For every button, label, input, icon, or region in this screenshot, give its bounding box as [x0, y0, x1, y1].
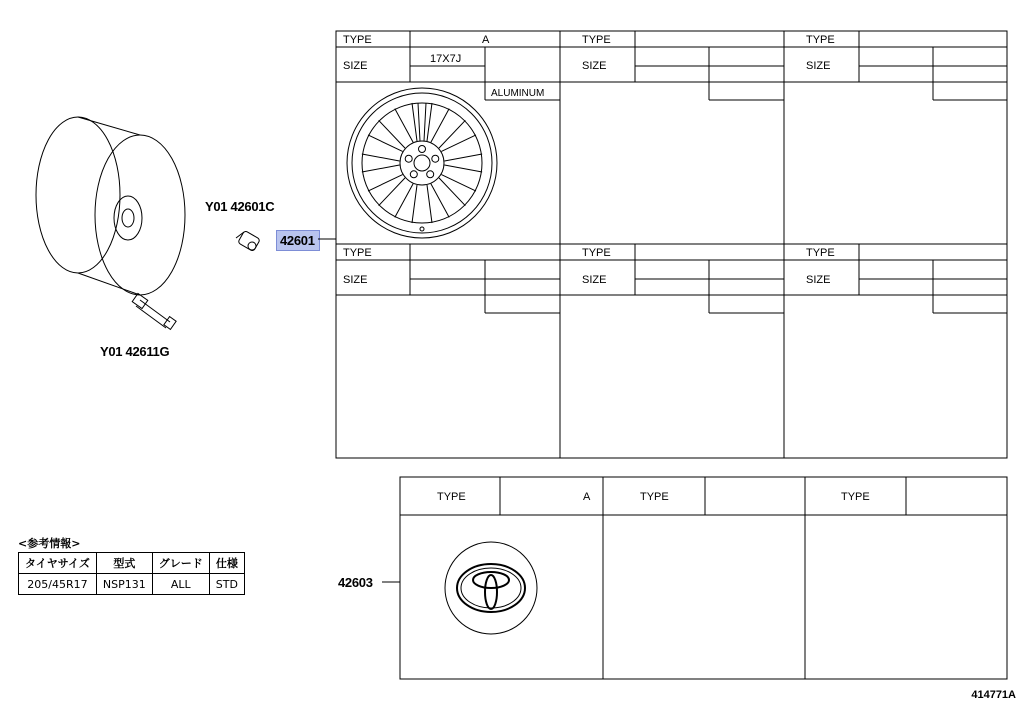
ornament-type-label-1: TYPE — [437, 491, 466, 503]
valve-stem-icon — [132, 293, 176, 329]
reference-header-tire-size: タイヤサイズ — [19, 553, 97, 574]
wheel-size-a: 17X7J — [430, 53, 462, 65]
ornament-table-frame — [400, 477, 1007, 679]
wheel-type-label-3: TYPE — [806, 34, 835, 46]
tire-icon — [36, 117, 185, 295]
toyota-center-cap-icon — [445, 542, 537, 634]
wheel-size-label-1: SIZE — [343, 60, 368, 72]
wheel-size-label-4: SIZE — [343, 274, 368, 286]
wheel-type-label-4: TYPE — [343, 247, 372, 259]
ornament-type-a: A — [583, 491, 591, 503]
reference-value-model: NSP131 — [96, 574, 152, 595]
lug-nut-icon — [236, 230, 260, 251]
wheel-material-a: ALUMINUM — [491, 88, 545, 99]
reference-value-tire-size: 205/45R17 — [19, 574, 97, 595]
reference-value-grade: ALL — [152, 574, 209, 595]
reference-value-spec: STD — [209, 574, 244, 595]
wheel-size-label-2: SIZE — [582, 60, 607, 72]
reference-table — [18, 552, 245, 595]
diagram-id: 414771A — [971, 689, 1016, 701]
ornament-type-label-2: TYPE — [640, 491, 669, 503]
wheel-type-label-5: TYPE — [582, 247, 611, 259]
part-number-valve[interactable]: Y01 42611G — [100, 344, 170, 359]
part-number-nut[interactable]: Y01 42601C — [205, 199, 275, 214]
reference-title: <参考情報> — [18, 537, 81, 550]
part-number-ornament[interactable]: 42603 — [338, 575, 373, 590]
part-number-wheel[interactable]: 42601 — [280, 233, 315, 248]
wheel-size-label-5: SIZE — [582, 274, 607, 286]
reference-header-spec: 仕様 — [209, 553, 244, 574]
reference-header-model: 型式 — [96, 553, 152, 574]
wheel-type-label-2: TYPE — [582, 34, 611, 46]
wheel-size-label-6: SIZE — [806, 274, 831, 286]
wheel-size-label-3: SIZE — [806, 60, 831, 72]
reference-header-grade: グレード — [152, 553, 209, 574]
wheel-type-label-6: TYPE — [806, 247, 835, 259]
wheel-type-a: A — [482, 34, 490, 46]
alloy-wheel-icon — [347, 88, 497, 238]
ornament-type-label-3: TYPE — [841, 491, 870, 503]
wheel-type-label-1: TYPE — [343, 34, 372, 46]
